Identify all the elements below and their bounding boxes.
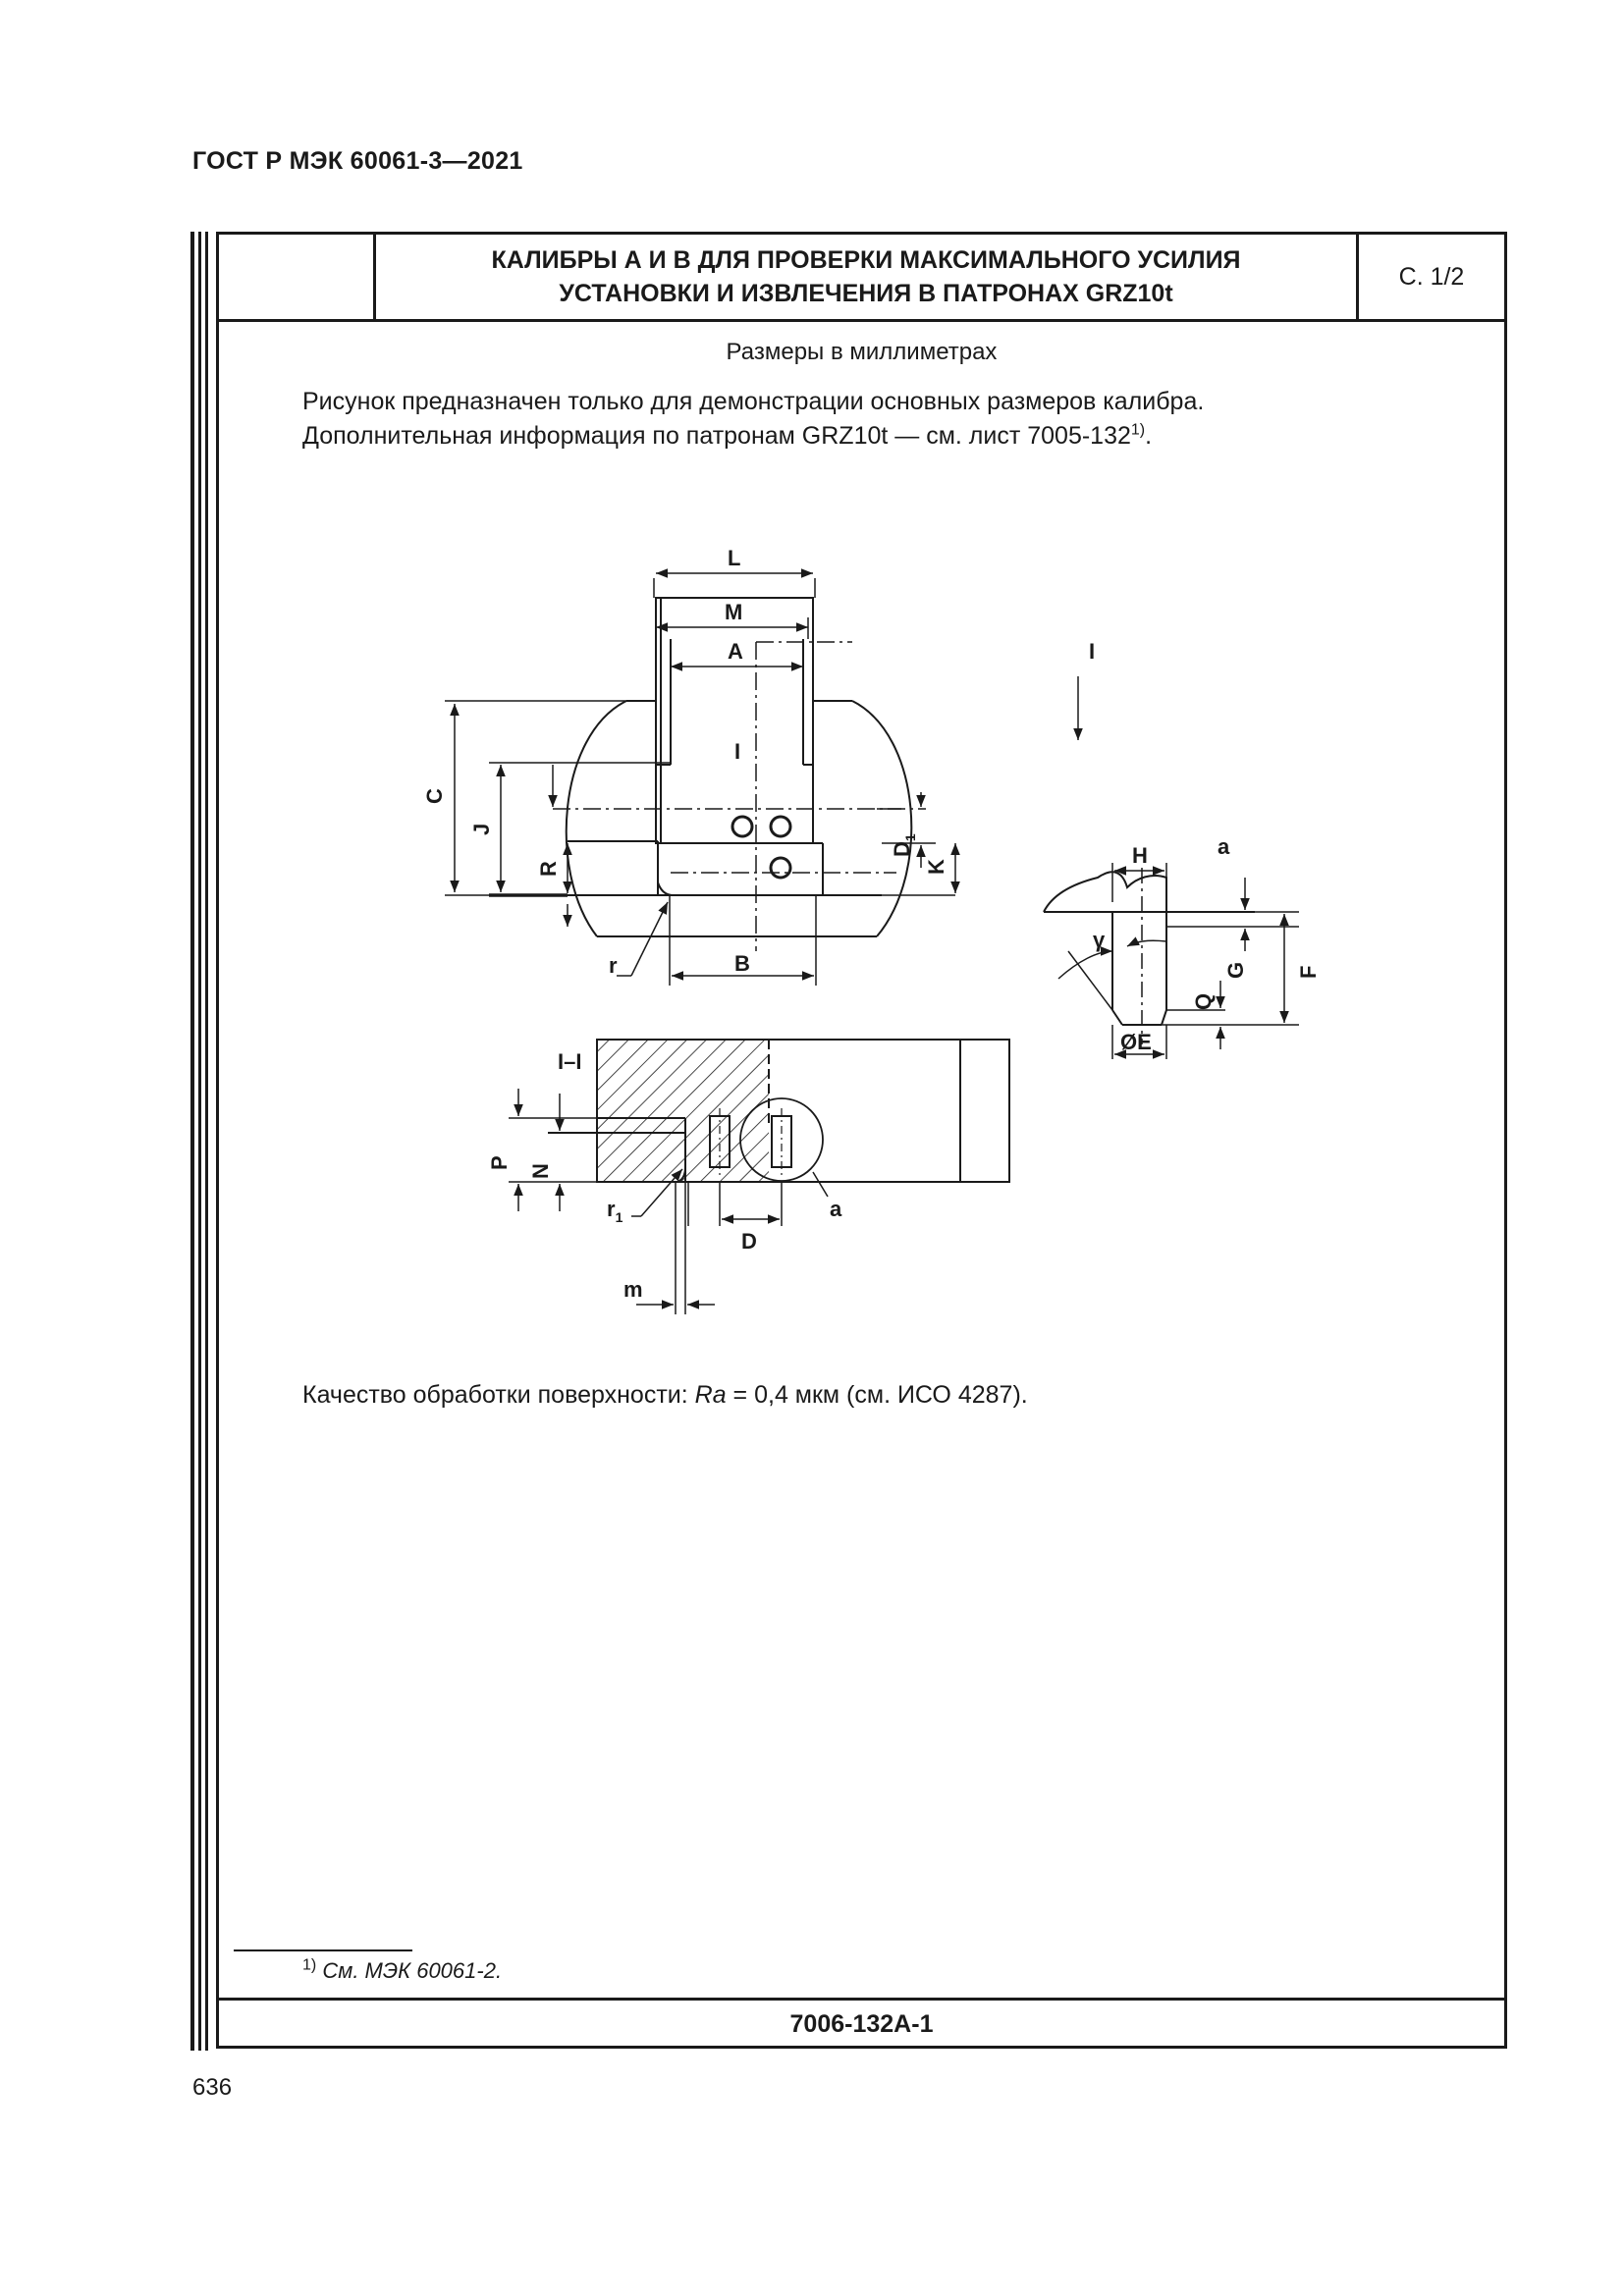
sheet-title (376, 235, 1359, 319)
label-a-section: a (830, 1197, 842, 1221)
label-H: H (1132, 843, 1148, 868)
label-E: ØE (1120, 1030, 1152, 1054)
label-a-detail: a (1218, 834, 1230, 859)
title-block (219, 235, 1504, 322)
label-D1 (890, 833, 918, 857)
sheet-code: 7006-132А-1 (219, 1998, 1504, 2049)
label-m: m (623, 1277, 643, 1302)
label-K: K (924, 859, 948, 875)
quality-suffix: = 0,4 мкм (см. ИСО 4287). (726, 1381, 1028, 1409)
sheet-title-line-1: КАЛИБРЫ А И В ДЛЯ ПРОВЕРКИ МАКСИМАЛЬНОГО УСИЛИЯ (491, 246, 1241, 274)
detail-a-labels (1093, 834, 1321, 1054)
label-P: P (487, 1155, 512, 1170)
footnote-marker: 1) (302, 1956, 317, 1974)
label-N: N (528, 1163, 553, 1179)
sheet-title-line-2: УСТАНОВКИ И ИЗВЛЕЧЕНИЯ В ПАТРОНАХ GRZ10t (559, 280, 1173, 307)
label-r: r (609, 953, 618, 978)
label-C: C (422, 788, 447, 804)
units-note: Размеры в миллиметрах (726, 339, 998, 365)
page-number: 636 (192, 2074, 233, 2101)
label-r1-main: r (607, 1197, 616, 1221)
label-r1 (607, 1197, 623, 1225)
label-B: B (734, 951, 750, 976)
intro-line-2-text: Дополнительная информация по патронам GRZ10t — см. лист 7005-132 (302, 422, 1131, 450)
label-Q: Q (1191, 992, 1216, 1010)
footnote (302, 1958, 502, 1984)
binding-bar-2 (198, 232, 201, 2051)
label-gamma: γ (1093, 928, 1106, 952)
sheet-number: С. 1/2 (1398, 262, 1465, 291)
label-L: L (728, 546, 741, 570)
front-view (489, 598, 926, 951)
intro-text (302, 385, 1204, 454)
footnote-separator (234, 1949, 412, 1951)
section-view (548, 1040, 1009, 1182)
sheet-frame (216, 232, 1507, 2049)
label-D1-sub: 1 (902, 833, 918, 842)
front-dimensions (445, 573, 1078, 986)
label-G: G (1223, 961, 1248, 979)
label-A: A (728, 639, 743, 664)
label-I-left: I (734, 739, 741, 764)
label-J: J (469, 823, 494, 835)
label-D: D (741, 1229, 757, 1254)
binding-bar-3 (205, 232, 208, 2051)
binding-bar-1 (190, 232, 194, 2051)
front-labels (422, 546, 1095, 978)
quality-symbol: Ra (694, 1381, 727, 1409)
intro-line-2 (302, 419, 1204, 454)
detail-a (1044, 868, 1255, 1044)
title-block-empty-cell (219, 235, 376, 319)
label-F: F (1296, 965, 1321, 979)
document-header: ГОСТ Р МЭК 60061-3—2021 (192, 147, 523, 175)
label-R: R (536, 861, 561, 877)
label-r1-sub: 1 (615, 1209, 623, 1225)
label-M: M (725, 600, 743, 624)
footnote-text: См. МЭК 60061-2. (316, 1958, 503, 1983)
intro-line-2-end: . (1145, 422, 1153, 450)
footnote-ref: 1) (1130, 421, 1146, 439)
quality-prefix: Качество обработки поверхности: (302, 1381, 695, 1409)
surface-quality-note (302, 1381, 1028, 1410)
label-I-top: I (1089, 639, 1096, 664)
label-D1-main: D (890, 841, 914, 857)
label-section: I–I (558, 1049, 582, 1074)
gauge-drawing (391, 480, 1373, 1344)
detail-a-dimensions (1058, 863, 1299, 1059)
intro-line-1: Рисунок предназначен только для демонстрации основных размеров калибра. (302, 388, 1205, 415)
